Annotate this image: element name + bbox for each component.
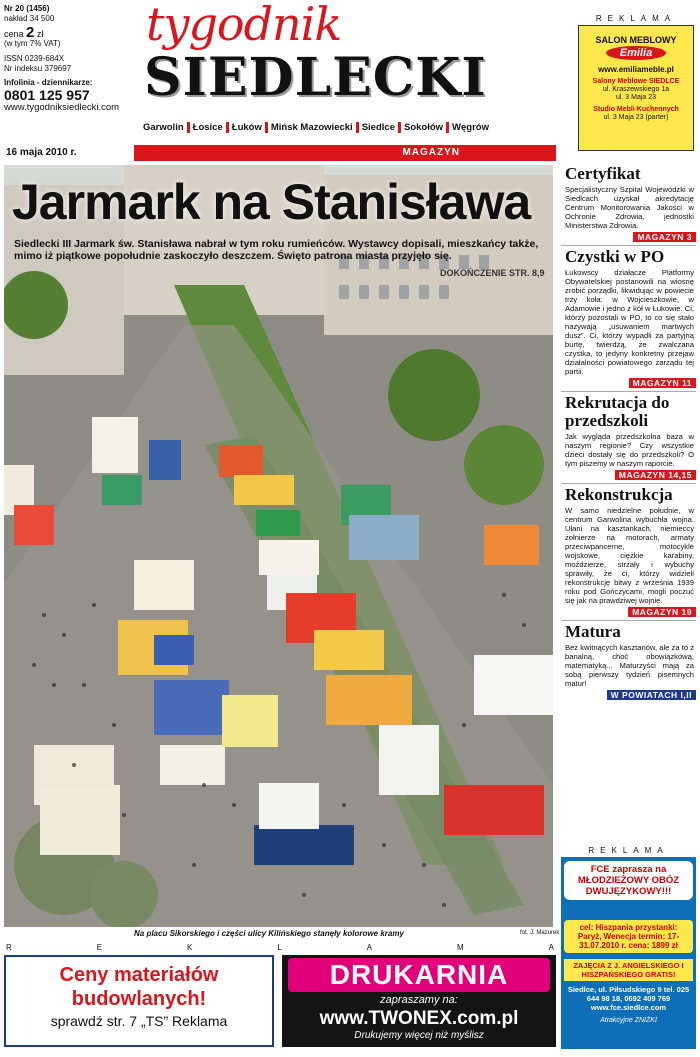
- logo-tygodnik: tygodnik: [146, 0, 342, 51]
- divider: [561, 245, 696, 246]
- teaser-title: Rekrutacja do przedszkoli: [565, 393, 670, 430]
- teaser-text: Łukowscy działacze Platformy Obywatelskiej postanowili na wiosnę zrobić porządki, likwidując w powiecie trzy koła: w Wojcieszkowie, w Adamowie i jedno z kół w Łukowie. Ci, którzy pozostali w PO, to co się stało nazywają „usuwaniem martwych dusz”. Ci, którzy wypadli za partyjną burtę, twierdzą, że zwalczana czystka, to jedyny konkretny przejaw działalności powiatowego zarządu tej partii.: [565, 268, 694, 376]
- town-item: Sokołów: [398, 122, 446, 133]
- ad-druk-title: DRUKARNIA: [288, 958, 550, 992]
- ad-fce-contact: Siedlce, ul. Piłsudskiego 9 tel. 025 644 98 18, 0692 409 769 www.fce.siedlce.com: [567, 985, 690, 1012]
- town-list: [143, 122, 492, 133]
- ad-druk-foot: Drukujemy więcej niż myślisz: [354, 1030, 484, 1041]
- teaser-page-tag: MAGAZYN 19: [628, 607, 696, 617]
- section-label: MAGAZYN: [402, 147, 460, 158]
- teaser-rekonstrukcja[interactable]: [561, 486, 696, 617]
- phone-number: 0801 125 957: [4, 87, 90, 103]
- teaser-text: Specjalistyczny Szpital Wojewódzki w Siedlcach uzyskał akredytację Centrum Monitorowania Jakości w Ochronie Zdrowia, jednostki Ministerstwa Zdrowia.: [565, 185, 694, 230]
- teaser-page-tag: MAGAZYN 14,15: [615, 470, 696, 480]
- ad-ceny-materialow[interactable]: [4, 955, 274, 1047]
- town-item: Łosice: [187, 122, 226, 133]
- divider: [561, 483, 696, 484]
- teaser-text: Jak wygląda przedszkolna baza w naszym regionie? Czy wszystkie dzieci dostały się do przedszkoli? O tym piszemy w naszym raporcie.: [565, 432, 694, 468]
- infoline-label: Infolinia - dziennikarze:: [4, 78, 93, 87]
- market-photo-illustration: [4, 165, 553, 927]
- ad-label-side: REKLAMA: [588, 846, 669, 855]
- ad-fce-gratis: ZAJĘCIA Z J. ANGIELSKIEGO I HISZPAŃSKIEGO GRATIS!: [564, 959, 693, 981]
- ad-druk-url: www.TWONEX.com.pl: [319, 1008, 519, 1029]
- teaser-matura[interactable]: [561, 623, 696, 700]
- town-item: Mińsk Mazowiecki: [265, 122, 356, 133]
- teaser-czystki[interactable]: [561, 248, 696, 388]
- price-vat: (w tym 7% VAT): [4, 39, 61, 48]
- date-bar: [4, 145, 556, 161]
- divider: [561, 391, 696, 392]
- ad-emilia-line: ul. Kraszewskiego 1a: [602, 86, 670, 93]
- ad-emilia[interactable]: [578, 25, 694, 151]
- sidebar-teasers: [561, 165, 696, 703]
- website: www.tygodniksiedlecki.com: [4, 102, 120, 113]
- ad-fce-promo: Atrakcyjne ZNIŻKI: [600, 1017, 657, 1024]
- issn: ISSN 0239-684X: [4, 54, 65, 63]
- teaser-text: W samo niedzielne południe, w centrum Garwolina wybuchła wojna. Ułani na kasztankach, niemieccy żołnierze na motorach, armaty przeciwpancerne, motocykle wojskowe, ciężkie karabiny, moździerze, strzały i wybuchy sprawiły, że ci, którzy widzieli rekonstrukcję bitwy z września 1939 roku pod Gończycami, mogli poczuć się jak na prawdziwej wojnie.: [565, 506, 694, 605]
- ad-fce-headline: FCE zaprasza na MŁODZIEŻOWY OBÓZ DWUJĘZYKOWY!!!: [564, 861, 693, 900]
- teaser-page-tag: MAGAZYN 11: [629, 378, 696, 388]
- teaser-title: Matura: [565, 622, 621, 641]
- divider: [561, 620, 696, 621]
- index-number: Nr indeksu 379697: [4, 64, 72, 73]
- teaser-title: Rekonstrukcja: [565, 485, 673, 504]
- circulation: nakład 34 500: [4, 14, 55, 23]
- town-item: Siedlce: [356, 122, 398, 133]
- teaser-title: Czystki w PO: [565, 247, 665, 266]
- town-item: Garwolin: [143, 122, 184, 133]
- teaser-title: Certyfikat: [565, 164, 641, 183]
- ad-ceny-sub: sprawdź str. 7 „TS” Reklama: [50, 1013, 228, 1029]
- masthead-info: [4, 4, 134, 113]
- teaser-page-tag: W POWIATACH I,II: [607, 690, 696, 700]
- town-item: Węgrów: [446, 122, 492, 133]
- main-headline: Jarmark na Stanisława: [12, 174, 531, 230]
- ad-fce-offer: cel: Hiszpania przystanki: Paryż, Wenecja termin: 17-31.07.2010 r. cena: 1899 zł: [564, 920, 693, 953]
- ad-emilia-line: Salony Meblowe SIEDLCE: [592, 78, 680, 85]
- photo-caption: Na placu Sikorskiego i części ulicy Kilińskiego stanęły kolorowe kramy: [134, 929, 404, 938]
- price-value: 2: [26, 24, 35, 41]
- ad-emilia-salon: SALON MEBLOWY: [595, 35, 677, 45]
- photo-credit: fot. J. Mazurek: [520, 930, 560, 936]
- ad-emilia-line: Studio Mebli Kuchennych: [593, 106, 679, 113]
- market-photo: [4, 165, 553, 927]
- issue-number: Nr 20 (1456): [4, 4, 50, 13]
- ad-druk-invite: zapraszamy na:: [380, 994, 458, 1006]
- ad-emilia-line: ul. 3 Maja 23 (parter): [603, 114, 669, 121]
- price: cena 2 zł: [4, 24, 44, 41]
- teaser-certyfikat[interactable]: [561, 165, 696, 242]
- issue-date: 16 maja 2010 r.: [4, 145, 134, 161]
- ad-drukarnia[interactable]: [282, 955, 556, 1047]
- ad-fce[interactable]: [561, 857, 696, 1049]
- main-lead: Siedlecki III Jarmark św. Stanisława nabrał w tym roku rumieńców. Wystawcy dopisali, mieszkańcy także, mimo iż piątkowe popołudnie zaskoczyło deszczem. Święto patrona miasta przyjęło się.: [14, 238, 539, 262]
- logo-siedlecki: SIEDLECKI: [144, 47, 487, 108]
- teaser-rekrutacja[interactable]: [561, 394, 696, 480]
- teaser-text: Bez kwitnących kasztanów, ale za to z banalną, choć obowiązkową, matematyką... Maturzyści mają za sobą pierwszy tydzień pisemnych matur!: [565, 643, 694, 688]
- ad-emilia-line: ul. 3 Maja 23: [615, 94, 657, 101]
- town-item: Łuków: [226, 122, 265, 133]
- teaser-page-tag: MAGAZYN 3: [633, 232, 696, 242]
- ad-label-top: REKLAMA: [595, 14, 677, 23]
- ad-emilia-brand: Emilia: [606, 46, 666, 60]
- ad-emilia-url: www.emiliameble.pl: [598, 65, 674, 74]
- continued-on: DOKOŃCZENIE STR. 8,9: [440, 268, 545, 278]
- ad-label-bottom: R E K L A M A: [6, 943, 554, 952]
- ad-ceny-title: Ceny materiałów budowlanych!: [59, 964, 219, 1010]
